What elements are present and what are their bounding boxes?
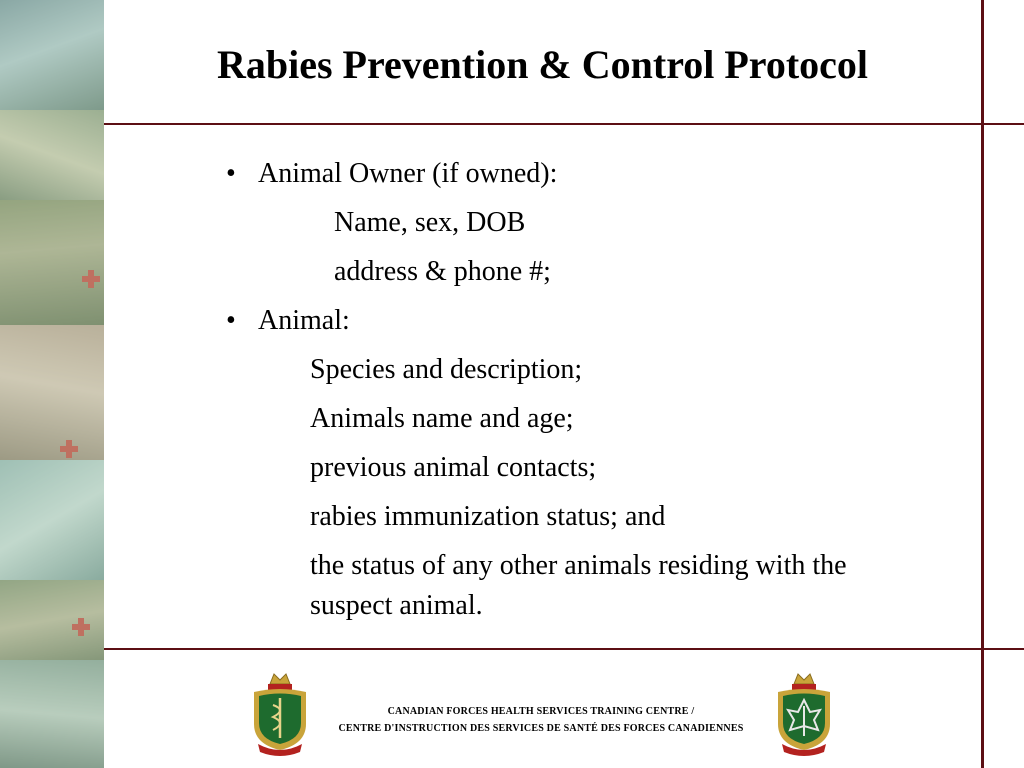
slide-title: Rabies Prevention & Control Protocol xyxy=(216,42,869,87)
sub-item: Animals name and age; xyxy=(310,403,574,434)
footer-divider-line xyxy=(104,648,1024,650)
crest-maple-icon xyxy=(768,672,840,756)
title-divider-line xyxy=(104,123,1024,125)
sub-item: the status of any other animals residing with the xyxy=(310,550,847,581)
sub-item: suspect animal. xyxy=(310,590,483,621)
bullet-label: Animal: xyxy=(258,305,350,336)
footer-line-english: CANADIAN FORCES HEALTH SERVICES TRAINING CENTRE / xyxy=(387,706,695,717)
sub-item: rabies immunization status; and xyxy=(310,501,666,532)
sub-item: address & phone #; xyxy=(334,256,551,287)
footer-line-french: CENTRE D'INSTRUCTION DES SERVICES DE SANTÉ DES FORCES CANADIENNES xyxy=(338,723,744,734)
bullet-icon: • xyxy=(226,158,236,189)
sub-item: Species and description; xyxy=(310,354,583,385)
sub-item: previous animal contacts; xyxy=(310,452,597,483)
crest-caduceus-icon xyxy=(244,672,316,756)
bullet-icon: • xyxy=(226,305,236,336)
sub-item: Name, sex, DOB xyxy=(334,207,526,238)
collage-tint-overlay xyxy=(0,0,104,768)
right-frame-line xyxy=(981,0,984,768)
side-photo-collage xyxy=(0,0,104,768)
bullet-label: Animal Owner (if owned): xyxy=(258,158,558,189)
